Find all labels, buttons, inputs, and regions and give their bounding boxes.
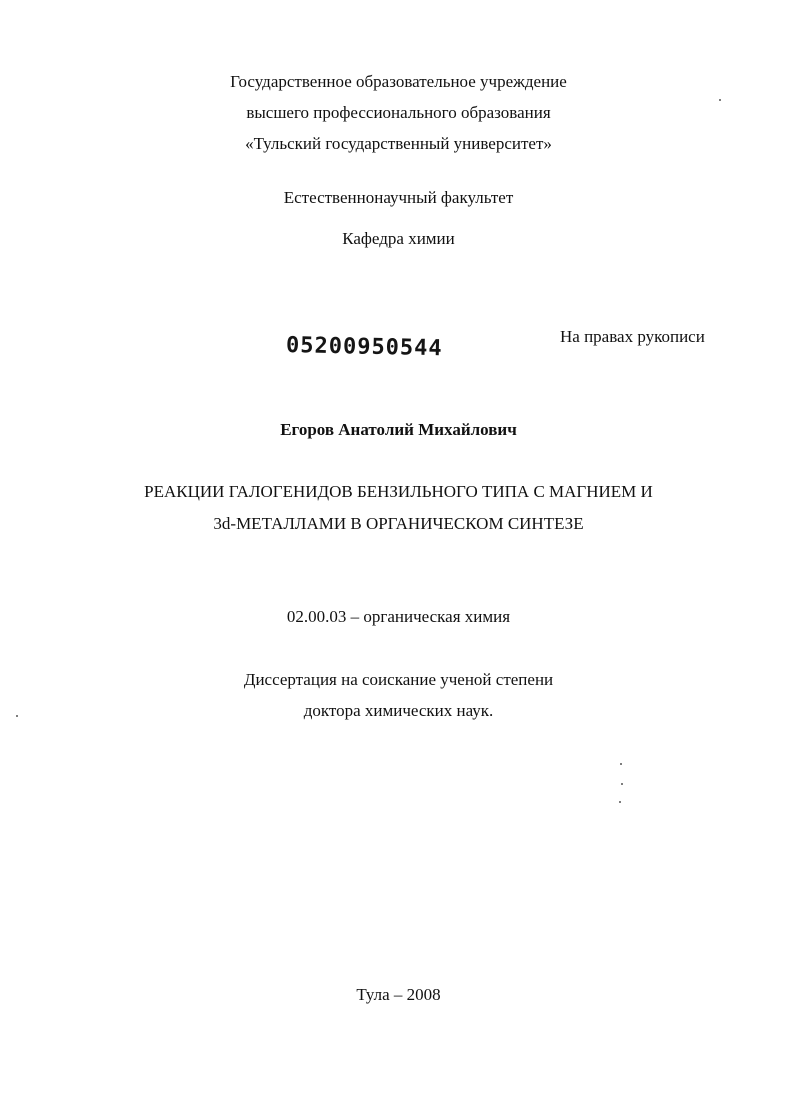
institution-line-2: высшего профессионального образования: [246, 103, 551, 122]
degree-line-1: Диссертация на соискание ученой степени: [243, 670, 554, 689]
degree-line-2: доктора химических наук.: [303, 701, 494, 720]
rights-note: На правах рукописи: [560, 327, 705, 346]
scan-speck: [719, 99, 721, 101]
faculty-name: Естественнонаучный факультет: [283, 188, 514, 207]
department-name: Кафедра химии: [342, 229, 455, 248]
archive-stamp-number: 05200950544: [285, 333, 443, 362]
specialty-code: 02.00.03 – органическая химия: [286, 607, 511, 626]
thesis-title-line-2: 3d-МЕТАЛЛАМИ В ОРГАНИЧЕСКОМ СИНТЕЗЕ: [213, 514, 584, 533]
scan-speck: [619, 801, 621, 803]
city-year: Тула – 2008: [356, 985, 441, 1004]
scan-speck: [16, 715, 18, 717]
institution-line-3: «Тульский государственный университет»: [245, 134, 552, 153]
thesis-title-line-1: РЕАКЦИИ ГАЛОГЕНИДОВ БЕНЗИЛЬНОГО ТИПА С МАГНИЕМ И: [144, 482, 653, 501]
scan-speck: [621, 783, 623, 785]
scan-speck: [620, 763, 622, 765]
author-name: Егоров Анатолий Михайлович: [280, 420, 517, 439]
institution-line-1: Государственное образовательное учреждение: [230, 72, 567, 91]
